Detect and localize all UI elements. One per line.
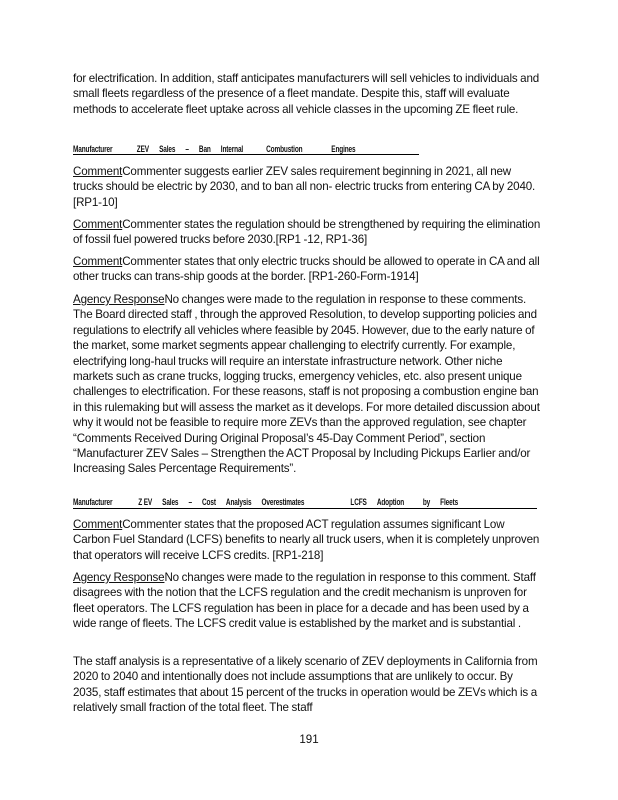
closing-paragraph: The staff analysis is a representative of a likely scenario of ZEV deployments in California from 2020 to 2040 and intentionally does not include assumptions that are unlikely to occur. By 2035, staff estimates that about 15 percent of the trucks in operation would be ZEVs which is a relatively small fraction of the total fleet. The staff [73, 655, 538, 715]
comment-paragraph [73, 164, 543, 210]
section-heading-rule [73, 154, 419, 155]
heading-word: Internal [220, 144, 244, 154]
agency-response-label: Agency Response [73, 571, 165, 584]
comment-text: Commenter suggests earlier ZEV sales requirement beginning in 2021, all new trucks should be electric by 2030, and to ban all non- electric trucks from entering CA by 2040. [RP1-10] [73, 165, 536, 209]
section-heading-ban-engines [73, 144, 366, 157]
page-number: 191 [299, 733, 319, 746]
agency-response-text: No changes were made to the regulation in response to this comment. Staff disagrees with the notion that the LCFS regulation and the credit mechanism is unproven for fleet operators. The LCFS regulation has been in place for a decade and has been used by a wide range of fleets. The LCFS credit value is established by the market and is substantial . [73, 571, 536, 631]
heading-word: by [422, 497, 431, 507]
heading-word: Fleets [440, 497, 459, 507]
comment-label: Comment [73, 255, 123, 268]
agency-response-paragraph [73, 292, 543, 477]
heading-word: Manufacturer [73, 497, 113, 507]
comment-paragraph [73, 254, 543, 285]
heading-word: LCFS [350, 497, 367, 507]
agency-response-text: No changes were made to the regulation in response to these comments. The Board directed staff , through the approved Resolution, to develop supporting policies and regulations to electrify all vehicles where feasible by 2045. However, due to the early nature of the market, some market segments appear challenging to electrify currently. For example, electrifying long-haul trucks will require an interstate infrastructure network. Other niche markets such as crane trucks, logging trucks, emergency vehicles, etc. also present unique challenges to electrification. For these reasons, staff is not proposing a combustion engine ban in this rulemaking but will assess the market as it develops. For more detailed discussion about why it would not be feasible to require more ZEVs than the approved regulation, see chapter “Comments Received During Original Proposal’s 45-Day Comment Period”, section “Manufacturer ZEV Sales – Strengthen the ACT Proposal by Including Pickups Earlier and/or Increasing Sales Percentage Requirements”. [73, 293, 540, 476]
heading-word: Cost [202, 497, 216, 507]
comment-label: Comment [73, 218, 123, 231]
heading-word: Overestimates [261, 497, 305, 507]
heading-word: Z EV [138, 497, 153, 507]
heading-word: Sales [159, 144, 176, 154]
comment-text: Commenter states that only electric trucks should be allowed to operate in CA and all other trucks can trans-ship goods at the border. [RP1-260-Form-1914] [73, 255, 540, 284]
section-heading-rule [73, 508, 537, 509]
heading-word: Engines [331, 144, 356, 154]
heading-word: Analysis [225, 497, 252, 507]
comment-label: Comment [73, 165, 123, 178]
heading-word: Combustion [266, 144, 303, 154]
agency-response-paragraph [73, 570, 543, 632]
comment-text: Commenter states that the proposed ACT regulation assumes significant Low Carbon Fuel Standard (LCFS) benefits to nearly all truck users, when it is completely unproven that operators will receive LCFS credits. [RP1-218] [73, 518, 540, 562]
agency-response-label: Agency Response [73, 293, 165, 306]
heading-word: – [185, 144, 189, 154]
heading-word: Manufacturer [73, 144, 113, 154]
heading-word: ZEV [136, 144, 149, 154]
heading-word: Adoption [376, 497, 405, 507]
heading-word: Ban [198, 144, 211, 154]
comment-label: Comment [73, 518, 123, 531]
heading-word: Sales [162, 497, 179, 507]
comment-text: Commenter states the regulation should be strengthened by requiring the elimination of fossil fuel powered trucks before 2030.[RP1 -12, RP1-36] [73, 218, 541, 247]
comment-paragraph [73, 517, 543, 563]
comment-paragraph [73, 217, 543, 248]
heading-word: – [188, 497, 192, 507]
intro-paragraph: for electrification. In addition, staff anticipates manufacturers will sell vehicles to individuals and small fleets regardless of the presence of a fleet mandate. Despite this, staff will evaluate methods to accelerate fleet uptake across all vehicle classes in the upcoming ZE fleet rule. [73, 72, 540, 116]
